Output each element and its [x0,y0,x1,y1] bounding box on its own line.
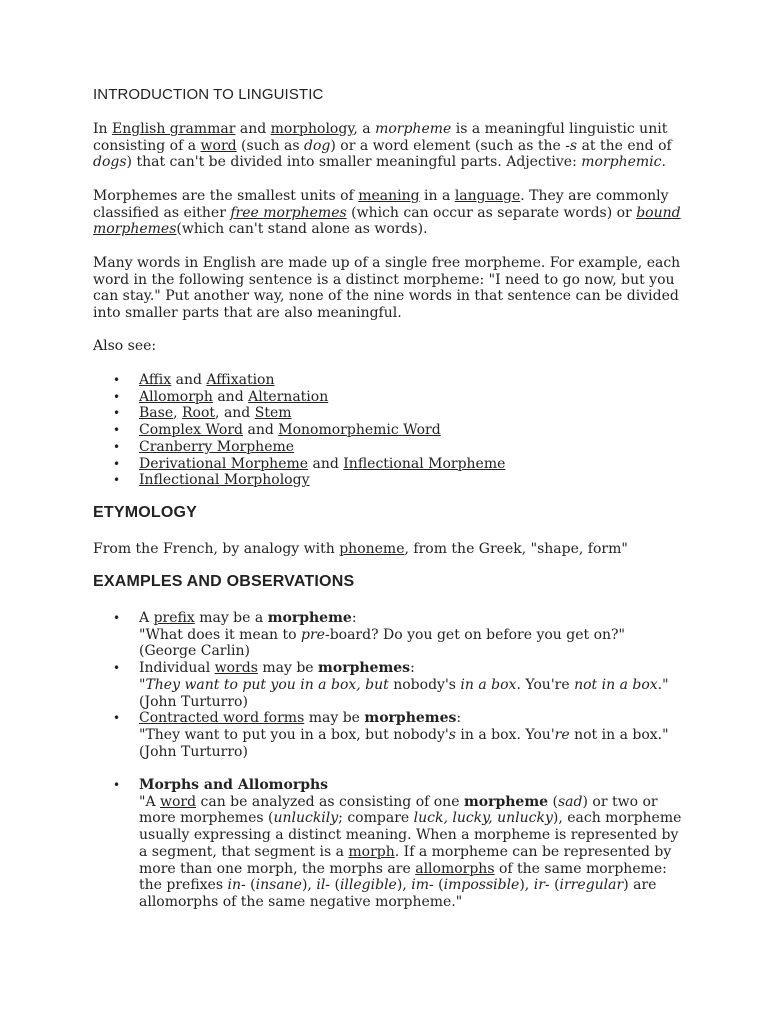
citation: (John Turturro) [139,693,248,710]
citation: (John Turturro) [139,743,248,760]
link-bound-morphemes[interactable]: bound morphemes [93,204,681,238]
list-item: • Contracted word forms may be morphemes: "They want to put you in a box, but nobody's in a box. You're not in a box." (John Turturro) [93,710,683,760]
link-root[interactable]: Root [182,405,216,422]
list-item: • Individual words may be morphemes: "They want to put you in a box, but nobody's in a box. You're not in a box." (John Turturro) [93,660,683,710]
intro-paragraph: In English grammar and morphology, a morpheme is a meaningful linguistic unit consisting of a word (such as dog) or a word element (such as the -s at the end of dogs) that can't be divided into smaller meaningful parts. Adjective: morphemic. [93,121,672,171]
list-item [93,439,683,456]
link-allomorph[interactable]: Allomorph [139,388,213,405]
link-meaning[interactable]: meaning [358,188,420,204]
also-see-list [93,372,683,489]
list-item: • Derivational Morpheme and Inflectional Morpheme [93,456,683,473]
link-prefix[interactable]: prefix [153,610,195,626]
link-inflectional-morpheme[interactable]: Inflectional Morpheme [343,455,506,472]
link-inflectional-morphology[interactable]: Inflectional Morphology [139,472,310,489]
quote: "A word can be analyzed as consisting of one morpheme (sad) or two or more morphemes (unluckily; compare luck, lucky, unlucky), each morpheme usually expressing a distinct meaning. When a morpheme is represented by a segment, that segment is a morph. If a morpheme can be represented by more than one morph, the morphs are allomorphs of the same morpheme: the prefixes in- (insane), il- (illegible), im- (impossible), ir- (irregular) are allomorphs of the same negative morpheme." [139,793,682,910]
citation: (George Carlin) [139,643,250,660]
list-item: • A prefix may be a morpheme: "What does it mean to pre-board? Do you get on before you get on?" (George Carlin) [93,610,683,660]
list-item: • Base, Root, and Stem [93,405,683,422]
link-free-morphemes[interactable]: free morphemes [230,204,347,221]
link-morph[interactable]: morph [348,843,395,860]
link-stem[interactable]: Stem [254,405,292,422]
etymology-paragraph: From the French, by analogy with phoneme, from the Greek, "shape, form" [93,541,628,557]
free-morpheme-paragraph: Many words in English are made up of a single free morpheme. For example, each word in the following sentence is a distinct morpheme: "I need to go now, but you can stay." Put another way, none of the nine words in that sentence can be divided into smaller parts that are also meaningful. [93,255,681,322]
quote: "They want to put you in a box, but nobody's in a box. You're not in a box." [139,726,669,743]
examples-heading: EXAMPLES AND OBSERVATIONS [93,573,355,590]
link-phoneme[interactable]: phoneme [339,541,405,557]
link-morphology[interactable]: morphology [270,121,354,137]
morphs-allomorphs-heading: Morphs and Allomorphs [139,777,329,793]
list-item [93,777,683,911]
link-derivational-morpheme[interactable]: Derivational Morpheme [139,455,309,472]
link-word-2[interactable]: word [160,793,197,810]
link-cranberry-morpheme[interactable]: Cranberry Morpheme [139,438,295,455]
list-item [93,472,683,489]
morphs-list [93,777,683,911]
link-english-grammar[interactable]: English grammar [112,121,236,137]
link-affixation[interactable]: Affixation [206,372,275,388]
link-allomorphs[interactable]: allomorphs [415,860,495,877]
link-alternation[interactable]: Alternation [248,388,329,405]
also-see-label: Also see: [93,338,157,354]
morphemes-paragraph: Morphemes are the smallest units of meaning in a language. They are commonly classified as either free morphemes (which can occur as separate words) or bound morphemes(which can't stand alone as words). [93,188,681,238]
link-language[interactable]: language [454,188,521,204]
quote: "They want to put you in a box, but nobody's in a box. You're not in a box." [139,676,669,693]
list-item: • Allomorph and Alternation [93,389,683,406]
examples-list [93,610,683,760]
list-item: • Affix and Affixation [93,372,683,389]
etymology-heading: ETYMOLOGY [93,504,198,521]
list-item: • Complex Word and Monomorphemic Word [93,422,683,439]
link-monomorphemic-word[interactable]: Monomorphemic Word [278,422,441,439]
link-complex-word[interactable]: Complex Word [139,422,244,439]
link-affix[interactable]: Affix [139,372,172,388]
quote: "What does it mean to pre-board? Do you get on before you get on?" [139,626,625,643]
link-words[interactable]: words [214,660,258,677]
document-title: INTRODUCTION TO LINGUISTIC [93,86,324,103]
link-word[interactable]: word [200,137,237,154]
link-contracted-word-forms[interactable]: Contracted word forms [139,710,305,727]
link-base[interactable]: Base [139,405,174,422]
